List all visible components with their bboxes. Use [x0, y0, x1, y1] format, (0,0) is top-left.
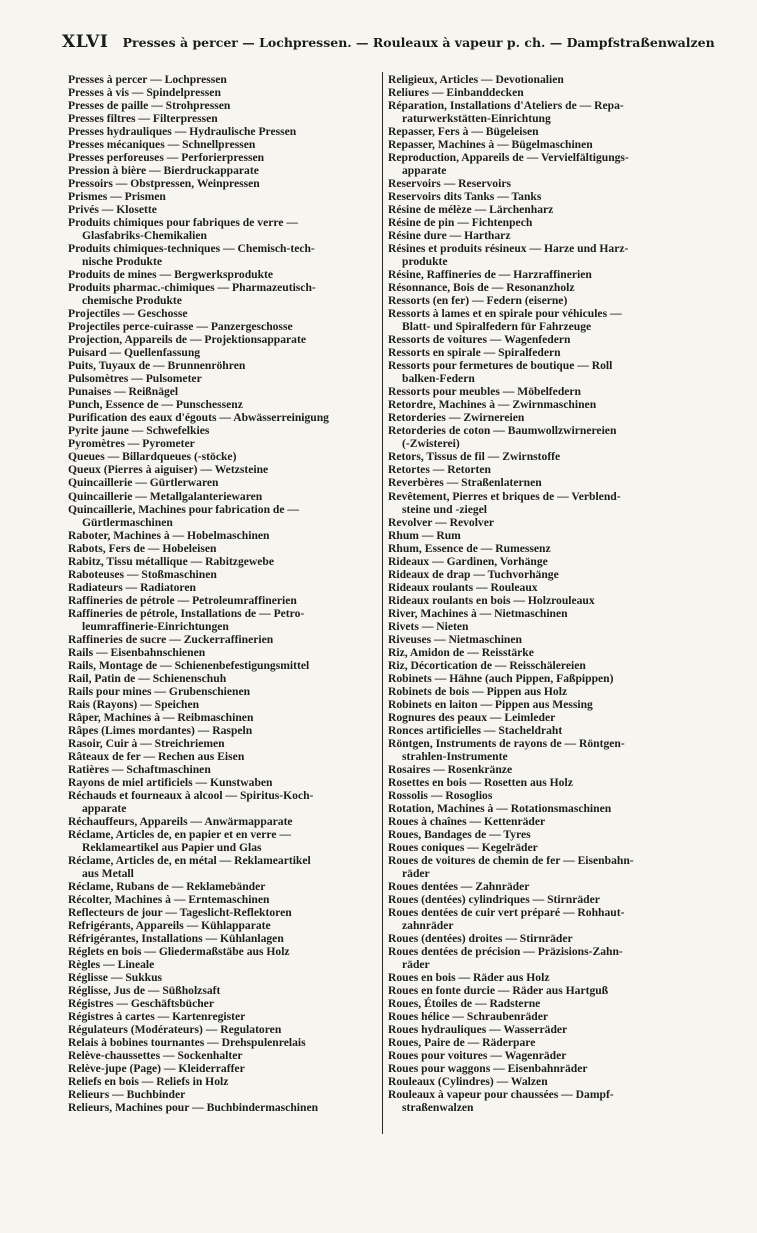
index-entry: Reliures — Einbanddecken: [388, 86, 524, 100]
index-entry: Régistres — Geschäftsbücher: [68, 997, 214, 1011]
index-entry: Réchauds et fourneaux à alcool — Spiritus-Koch-: [68, 788, 314, 802]
index-entry: Projectiles perce-cuirasse — Panzergeschosse: [68, 320, 293, 334]
index-entry: Pressoirs — Obstpressen, Weinpressen: [68, 177, 260, 191]
index-entry: Roues pour waggons — Eisenbahnräder: [388, 1062, 588, 1076]
index-entry: Rhum, Essence de — Rumessenz: [388, 541, 551, 555]
index-entry: Projection, Appareils de — Projektionsapparate: [68, 333, 306, 347]
index-entry: Presses hydrauliques — Hydraulische Pressen: [68, 125, 297, 139]
index-entry: Punch, Essence de — Punschessenz: [68, 398, 243, 412]
index-entry: Roues hélice — Schraubenräder: [388, 1010, 549, 1024]
index-entry: Rosaires — Rosenkränze: [388, 762, 513, 776]
index-entry: Prismes — Prismen: [68, 190, 166, 204]
index-entry: Raffineries de pétrole — Petroleumraffinerien: [68, 593, 297, 607]
index-entry: Presses mécaniques — Schnellpressen: [68, 138, 256, 152]
index-entry-continuation: Glasfabriks-Chemikalien: [82, 229, 207, 243]
index-entry: Réclame, Rubans de — Reklamebänder: [68, 879, 266, 893]
index-entry: Rideaux — Gardinen, Vorhänge: [388, 554, 548, 568]
index-entry: Puisard — Quellenfassung: [68, 346, 201, 360]
index-entry-continuation: chemische Produkte: [82, 294, 182, 308]
index-entry: Produits pharmac.-chimiques — Pharmazeutisch-: [68, 281, 316, 295]
index-entry: Rideaux de drap — Tuchvorhänge: [388, 567, 559, 581]
index-entry: Reproduction, Appareils de — Vervielfältigungs-: [388, 151, 629, 165]
index-entry: Quincaillerie — Gürtlerwaren: [68, 476, 219, 490]
index-entry: Rotation, Machines à — Rotationsmaschinen: [388, 801, 612, 815]
index-entry: Presses de paille — Strohpressen: [68, 99, 231, 113]
index-entry: Queux (Pierres à aiguiser) — Wetzsteine: [68, 463, 269, 477]
index-entry: Retordre, Machines à — Zwirnmaschinen: [388, 398, 597, 412]
index-entry: Réfrigérantes, Installations — Kühlanlagen: [68, 932, 284, 946]
index-entry: Reflecteurs de jour — Tageslicht-Reflektoren: [68, 906, 292, 919]
index-entry: Ressorts pour fermetures de boutique — Roll: [388, 359, 613, 373]
index-entry: Presses à percer — Lochpressen: [68, 73, 227, 86]
index-entry: Rivets — Nieten: [388, 619, 469, 633]
index-entry: Résine de mélèze — Lärchenharz: [388, 203, 554, 217]
index-entry: Rails, Montage de — Schienenbefestigungsmittel: [68, 658, 310, 672]
index-entry: Roues (dentées) droites — Stirnräder: [388, 932, 573, 946]
index-entry: Rouleaux (Cylindres) — Walzen: [388, 1075, 548, 1089]
index-entry-continuation: produkte: [402, 255, 448, 269]
index-entry: Reservoirs dits Tanks — Tanks: [388, 190, 542, 204]
index-entry: Pyromètres — Pyrometer: [68, 437, 195, 451]
index-entry: Ressorts (en fer) — Federn (eiserne): [388, 294, 568, 308]
index-entry: Puits, Tuyaux de — Brunnenröhren: [68, 359, 246, 373]
index-entry-continuation: aus Metall: [82, 866, 134, 880]
index-entry-continuation: steine und -ziegel: [402, 502, 488, 516]
index-entry: Roues pour voitures — Wagenräder: [388, 1049, 567, 1063]
index-entry: Réclame, Articles de, en métal — Reklameartikel: [68, 853, 311, 867]
index-entry: Retorderies de coton — Baumwollzwirnereien: [388, 424, 617, 438]
index-entry: Raffineries de sucre — Zuckerraffinerien: [68, 632, 274, 646]
index-entry: Roues hydrauliques — Wasserräder: [388, 1023, 568, 1037]
index-entry-continuation: zahnräder: [402, 919, 454, 933]
index-entry: Ressorts à lames et en spirale pour véhicules —: [388, 307, 622, 321]
index-entry: Presses filtres — Filterpressen: [68, 112, 218, 126]
right-column: [388, 73, 693, 1114]
index-entry: Réglisse, Jus de — Süßholzsaft: [68, 984, 221, 998]
index-entry: Rayons de miel artificiels — Kunstwaben: [68, 775, 273, 789]
index-entry: Rossolis — Rosoglios: [388, 788, 493, 802]
index-entry: Privés — Klosette: [68, 203, 157, 217]
index-entry: Régistres à cartes — Kartenregister: [68, 1010, 246, 1024]
index-entry: Repasser, Machines à — Bügelmaschinen: [388, 138, 593, 152]
index-entry: Robinets de bois — Pippen aus Holz: [388, 684, 568, 698]
index-entry: Rasoir, Cuir à — Streichriemen: [68, 736, 225, 750]
index-entry: Retors, Tissus de fil — Zwirnstoffe: [388, 450, 561, 464]
index-entry-continuation: balken-Federn: [402, 372, 475, 386]
index-entry: Raboter, Machines à — Hobelmaschinen: [68, 528, 270, 542]
index-entry: Punaises — Reißnägel: [68, 385, 179, 399]
index-entry-continuation: leumraffinerie-Einrichtungen: [82, 619, 229, 633]
index-entry: Raffineries de pétrole, Installations de — Petro-: [68, 606, 305, 620]
column-divider: [382, 72, 383, 1134]
index-entry: Ressorts pour meubles — Möbelfedern: [388, 385, 582, 399]
index-entry: Roues dentées de cuir vert préparé — Rohhaut-: [388, 906, 625, 919]
index-entry: Réchauffeurs, Appareils — Anwärmapparate: [68, 814, 293, 828]
index-entry: Revêtement, Pierres et briques de — Verblend-: [388, 489, 621, 503]
index-entry: Régulateurs (Modérateurs) — Regulatoren: [68, 1023, 282, 1037]
running-header: [62, 32, 715, 54]
index-entry: Relève-chaussettes — Sockenhalter: [68, 1049, 243, 1063]
index-entry: Réclame, Articles de, en papier et en verre —: [68, 827, 292, 841]
index-entry: Roues dentées de précision — Präzisions-Zahn-: [388, 945, 623, 959]
index-entry-continuation: straßenwalzen: [402, 1101, 474, 1115]
running-title: Presses à percer — Lochpressen. — Rouleaux à vapeur p. ch. — Dampfstraßenwalzen: [122, 35, 715, 50]
index-entry: Rabitz, Tissu métallique — Rabitzgewebe: [68, 554, 275, 568]
index-entry: Résine, Raffineries de — Harzraffinerien: [388, 268, 592, 282]
index-entry: Retorderies — Zwirnereien: [388, 411, 525, 425]
index-entry: Roues (dentées) cylindriques — Stirnräder: [388, 892, 600, 906]
index-entry-continuation: Reklameartikel aus Papier und Glas: [82, 840, 262, 854]
index-entry: Reliefs en bois — Reliefs in Holz: [68, 1075, 229, 1089]
index-entry: Riveuses — Nietmaschinen: [388, 632, 522, 646]
index-entry: Riz, Décortication de — Reisschälereien: [388, 658, 586, 672]
index-entry: Robinets — Hähne (auch Pippen, Faßpippen): [388, 671, 614, 685]
index-entry: Religieux, Articles — Devotionalien: [388, 73, 564, 86]
index-entry: Rideaux roulants en bois — Holzrouleaux: [388, 593, 595, 607]
index-entry: Pression à bière — Bierdruckapparate: [68, 164, 259, 178]
index-entry: Roues, Paire de — Räderpare: [388, 1036, 536, 1050]
index-entry: Roues dentées — Zahnräder: [388, 879, 530, 893]
index-entry: Rail, Patin de — Schienenschuh: [68, 671, 227, 685]
index-entry: Relieurs — Buchbinder: [68, 1088, 186, 1102]
index-entry: Rouleaux à vapeur pour chaussées — Dampf-: [388, 1088, 614, 1102]
index-entry-continuation: raturwerkstätten-Einrichtung: [402, 112, 551, 126]
index-entry-continuation: apparate: [402, 164, 447, 178]
index-entry: Rhum — Rum: [388, 528, 461, 542]
index-entry: Relieurs, Machines pour — Buchbindermaschinen: [68, 1101, 319, 1115]
index-entry: Règles — Lineale: [68, 958, 155, 972]
index-entry: Produits de mines — Bergwerksprodukte: [68, 268, 274, 282]
index-entry: Réglisse — Sukkus: [68, 971, 163, 985]
index-entry-continuation: nische Produkte: [82, 255, 162, 269]
index-entry: Rails pour mines — Grubenschienen: [68, 684, 251, 698]
index-entry: Robinets en laiton — Pippen aus Messing: [388, 697, 593, 711]
index-entry: Roues, Bandages de — Tyres: [388, 827, 531, 841]
index-entry: Rails — Eisenbahnschienen: [68, 645, 206, 659]
index-entry: Ressorts de voitures — Wagenfedern: [388, 333, 571, 347]
index-entry: Récolter, Machines à — Erntemaschinen: [68, 892, 270, 906]
index-entry-continuation: apparate: [82, 801, 127, 815]
index-entry: Réglets en bois — Gliedermaßstäbe aus Holz: [68, 945, 290, 959]
index-entry: Ronces artificielles — Stacheldraht: [388, 723, 563, 737]
index-entry-continuation: (-Zwisterei): [402, 437, 460, 451]
index-entry: Pulsomètres — Pulsometer: [68, 372, 202, 386]
page-number: XLVI: [62, 32, 109, 52]
index-entry: Râpes (Limes mordantes) — Raspeln: [68, 723, 253, 737]
index-entry-continuation: Blatt- und Spiralfedern für Fahrzeuge: [402, 320, 592, 334]
index-entry: Rais (Rayons) — Speichen: [68, 697, 200, 711]
index-entry: Réparation, Installations d'Ateliers de — Repa-: [388, 99, 624, 113]
index-entry: Roues coniques — Kegelräder: [388, 840, 538, 854]
index-entry: Retortes — Retorten: [388, 463, 492, 477]
index-entry: Relais à bobines tournantes — Drehspulenrelais: [68, 1036, 306, 1050]
index-entry: Rideaux roulants — Rouleaux: [388, 580, 538, 594]
index-entry: Roues, Étoiles de — Radsterne: [388, 997, 541, 1011]
index-entry: Queues — Billardqueues (-stöcke): [68, 450, 237, 464]
index-entry: Résine de pin — Fichtenpech: [388, 216, 533, 230]
index-entry-continuation: räder: [402, 958, 430, 972]
index-entry: Raboteuses — Stoßmaschinen: [68, 567, 217, 581]
index-entry: Riz, Amidon de — Reisstärke: [388, 645, 534, 659]
index-entry: Râteaux de fer — Rechen aus Eisen: [68, 749, 245, 763]
index-entry: Rosettes en bois — Rosetten aus Holz: [388, 775, 573, 789]
index-entry: Quincaillerie — Metallgalanteriewaren: [68, 489, 263, 503]
index-entry: Reservoirs — Reservoirs: [388, 177, 511, 191]
index-entry: Râper, Machines à — Reibmaschinen: [68, 710, 254, 724]
index-entry: Röntgen, Instruments de rayons de — Röntgen-: [388, 736, 625, 750]
index-entry: Quincaillerie, Machines pour fabrication de —: [68, 502, 300, 516]
index-entry: Projectiles — Geschosse: [68, 307, 188, 321]
index-entry: Rognures des peaux — Leimleder: [388, 710, 556, 724]
index-entry: Presses à vis — Spindelpressen: [68, 86, 221, 100]
index-entry: Relève-jupe (Page) — Kleiderraffer: [68, 1062, 245, 1076]
index-entry: Refrigérants, Appareils — Kühlapparate: [68, 919, 271, 933]
index-entry: Produits chimiques-techniques — Chemisch-tech-: [68, 242, 315, 256]
index-entry: Résine dure — Hartharz: [388, 229, 511, 243]
index-entry: Radiateurs — Radiatoren: [68, 580, 196, 594]
index-entry: Reverbères — Straßenlaternen: [388, 476, 542, 490]
index-entry: Roues en bois — Räder aus Holz: [388, 971, 550, 985]
index-entry-continuation: Gürtlermaschinen: [82, 515, 173, 529]
index-entry: Produits chimiques pour fabriques de verre —: [68, 216, 298, 230]
index-entry: Rabots, Fers de — Hobeleisen: [68, 541, 217, 555]
index-entry: River, Machines à — Nietmaschinen: [388, 606, 568, 620]
left-column: [68, 73, 374, 1114]
index-entry-continuation: räder: [402, 866, 430, 880]
index-entry: Roues de voitures de chemin de fer — Eisenbahn-: [388, 853, 634, 867]
index-entry-continuation: strahlen-Instrumente: [402, 749, 508, 763]
index-entry: Revolver — Revolver: [388, 515, 495, 529]
index-entry: Ratières — Schaftmaschinen: [68, 762, 211, 776]
index-entry: Roues à chaînes — Kettenräder: [388, 814, 546, 828]
index-entry: Purification des eaux d'égouts — Abwässerreinigung: [68, 411, 329, 425]
index-entry: Résines et produits résineux — Harze und Harz-: [388, 242, 629, 256]
index-entry: Presses perforeuses — Perforierpressen: [68, 151, 265, 165]
index-entry: Roues en fonte durcie — Räder aus Hartguß: [388, 984, 609, 998]
index-entry: Pyrite jaune — Schwefelkies: [68, 424, 210, 438]
index-entry: Repasser, Fers à — Bügeleisen: [388, 125, 539, 139]
index-entry: Ressorts en spirale — Spiralfedern: [388, 346, 561, 360]
index-entry: Résonnance, Bois de — Resonanzholz: [388, 281, 575, 295]
